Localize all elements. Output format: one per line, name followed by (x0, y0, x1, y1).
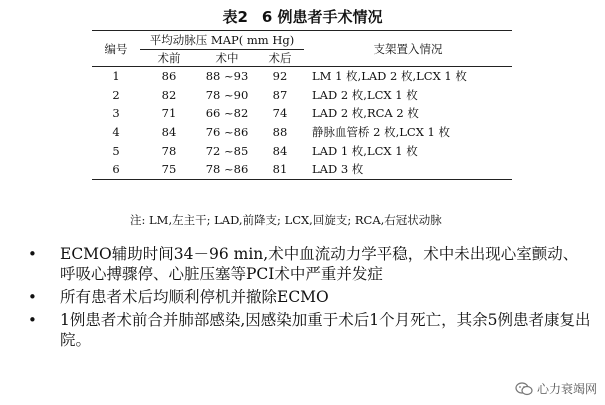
bullet-marker: • (28, 288, 37, 306)
list-item (22, 244, 592, 284)
cell-intra: 78 ~90 (205, 87, 249, 102)
table-caption: 6 例患者手术情况 (261, 8, 383, 26)
wechat-icon (515, 382, 533, 396)
watermark (515, 380, 597, 397)
cell-post: 92 (272, 69, 288, 84)
cell-stent: LAD 2 枚,LCX 1 枚 (312, 87, 418, 102)
cell-post: 84 (272, 143, 288, 158)
cell-intra: 66 ~82 (205, 106, 249, 121)
cell-intra: 88 ~93 (205, 69, 249, 84)
header-post: 术后 (256, 50, 304, 67)
bullet-text: 1例患者术前合并肺部感染,因感染加重于术后1个月死亡，其余5例患者康复出院。 (60, 311, 591, 349)
cell-post: 88 (272, 125, 288, 140)
table-title (0, 6, 605, 27)
cell-pre: 86 (161, 69, 177, 84)
table-number: 表2 (222, 8, 248, 26)
cell-pre: 84 (161, 125, 177, 140)
table-row (92, 160, 512, 179)
surgery-table (92, 30, 512, 180)
cell-pre: 71 (161, 106, 177, 121)
table-row (92, 123, 512, 142)
header-id: 编号 (92, 31, 140, 67)
cell-stent: LM 1 枚,LAD 2 枚,LCX 1 枚 (312, 69, 467, 84)
list-item (22, 287, 592, 307)
cell-intra: 76 ~86 (205, 125, 249, 140)
bullet-text: 所有患者术后均顺利停机并撤除ECMO (60, 288, 329, 306)
cell-stent: 静脉血管桥 2 枚,LCX 1 枚 (312, 125, 451, 140)
watermark-text: 心力衰竭网 (536, 382, 597, 396)
cell-post: 74 (272, 106, 288, 121)
table-row (92, 141, 512, 160)
cell-post: 87 (272, 87, 288, 102)
cell-id: 2 (112, 87, 120, 102)
cell-post: 81 (256, 160, 304, 179)
cell-stent: LAD 1 枚,LCX 1 枚 (312, 143, 418, 158)
header-stent: 支架置入情况 (304, 31, 512, 67)
cell-id: 4 (112, 125, 120, 140)
table-row (92, 104, 512, 123)
cell-pre: 75 (140, 160, 198, 179)
table-row (92, 86, 512, 105)
table-row (92, 67, 512, 86)
header-pre: 术前 (140, 50, 198, 67)
table-note: 注: LM,左主干; LAD,前降支; LCX,回旋支; RCA,右冠状动脉 (130, 213, 442, 227)
cell-stent: LAD 2 枚,RCA 2 枚 (312, 106, 419, 121)
cell-id: 3 (112, 106, 120, 121)
bullet-marker: • (28, 245, 37, 263)
cell-id: 6 (92, 160, 140, 179)
cell-pre: 78 (161, 143, 177, 158)
bullet-text: ECMO辅助时间34－96 min,术中血流动力学平稳，术中未出现心室颤动、呼吸心搏骤停、心脏压塞等PCI术中严重并发症 (60, 245, 579, 283)
bullet-list (22, 244, 592, 353)
cell-pre: 82 (161, 87, 177, 102)
bullet-marker: • (28, 311, 37, 329)
header-map: 平均动脉压 MAP( mm Hg) (140, 31, 304, 50)
cell-id: 1 (112, 69, 120, 84)
cell-stent: LAD 3 枚 (304, 160, 512, 179)
header-intra: 术中 (198, 50, 256, 67)
list-item (22, 310, 592, 350)
cell-id: 5 (112, 143, 120, 158)
cell-intra: 72 ~85 (205, 143, 249, 158)
cell-intra: 78 ~86 (198, 160, 256, 179)
